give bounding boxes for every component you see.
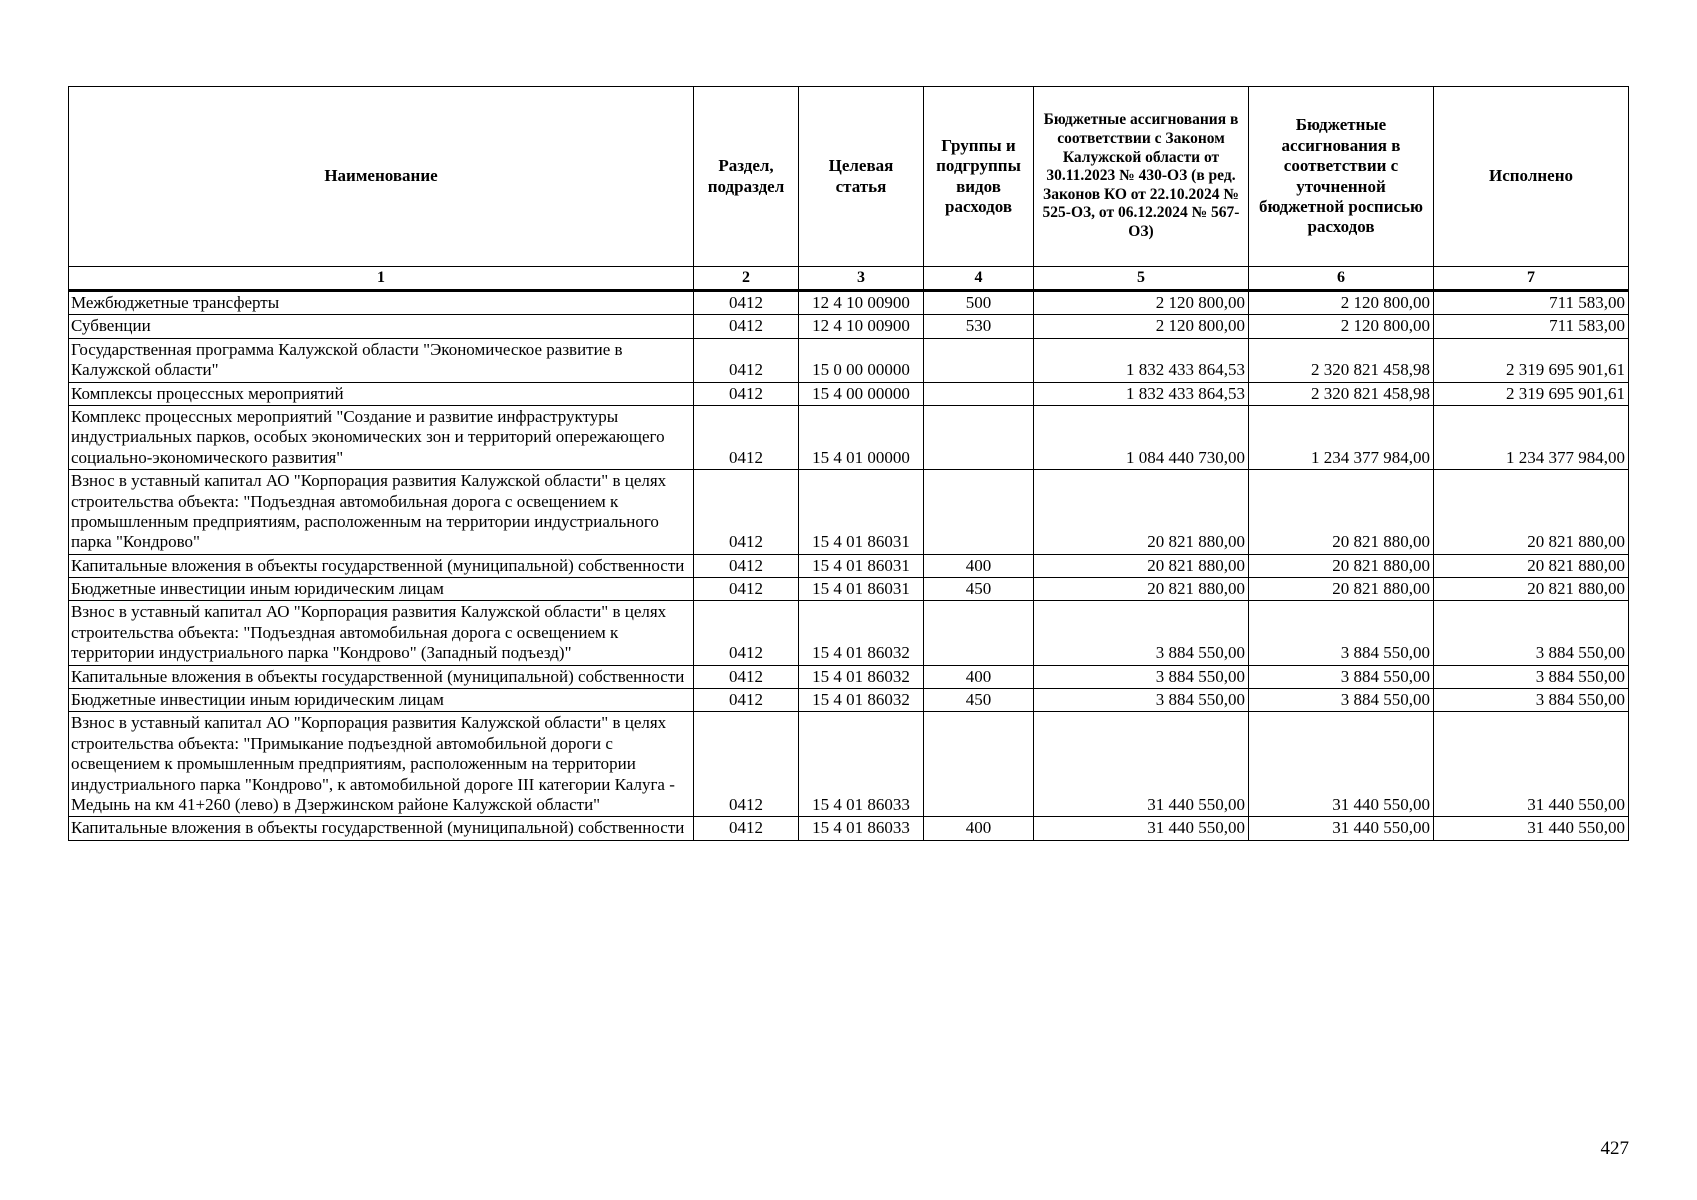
table-header bbox=[69, 87, 1629, 291]
cell-executed-amount: 711 583,00 bbox=[1434, 315, 1629, 338]
cell-law-amount: 2 120 800,00 bbox=[1034, 291, 1249, 315]
cell-law-amount: 3 884 550,00 bbox=[1034, 665, 1249, 688]
cell-name: Капитальные вложения в объекты государственной (муниципальной) собственности bbox=[69, 665, 694, 688]
cell-section: 0412 bbox=[694, 712, 799, 817]
cell-section: 0412 bbox=[694, 470, 799, 555]
cell-name: Взнос в уставный капитал АО "Корпорация развития Калужской области" в целях строительства объекта: "Подъездная автомобильная дорога с освещением к промышленным предприятиям, расположенным на территории индустриального парка "Кондрово" bbox=[69, 470, 694, 555]
cell-refined-amount: 20 821 880,00 bbox=[1249, 578, 1434, 601]
column-number: 2 bbox=[694, 267, 799, 291]
table-row bbox=[69, 554, 1629, 577]
cell-group: 500 bbox=[924, 291, 1034, 315]
cell-article: 15 4 01 86032 bbox=[799, 601, 924, 665]
cell-refined-amount: 3 884 550,00 bbox=[1249, 601, 1434, 665]
cell-executed-amount: 1 234 377 984,00 bbox=[1434, 405, 1629, 469]
cell-article: 15 4 01 00000 bbox=[799, 405, 924, 469]
cell-refined-amount: 1 234 377 984,00 bbox=[1249, 405, 1434, 469]
cell-refined-amount: 3 884 550,00 bbox=[1249, 665, 1434, 688]
header-executed: Исполнено bbox=[1434, 87, 1629, 267]
cell-executed-amount: 3 884 550,00 bbox=[1434, 665, 1629, 688]
column-number: 5 bbox=[1034, 267, 1249, 291]
cell-executed-amount: 20 821 880,00 bbox=[1434, 554, 1629, 577]
cell-section: 0412 bbox=[694, 382, 799, 405]
budget-execution-table bbox=[68, 86, 1629, 841]
cell-name: Бюджетные инвестиции иным юридическим лицам bbox=[69, 578, 694, 601]
column-number: 4 bbox=[924, 267, 1034, 291]
cell-refined-amount: 31 440 550,00 bbox=[1249, 817, 1434, 840]
table-row bbox=[69, 382, 1629, 405]
cell-law-amount: 3 884 550,00 bbox=[1034, 689, 1249, 712]
cell-section: 0412 bbox=[694, 601, 799, 665]
cell-group bbox=[924, 382, 1034, 405]
table-row bbox=[69, 315, 1629, 338]
cell-law-amount: 2 120 800,00 bbox=[1034, 315, 1249, 338]
cell-law-amount: 20 821 880,00 bbox=[1034, 578, 1249, 601]
column-number: 1 bbox=[69, 267, 694, 291]
cell-name: Взнос в уставный капитал АО "Корпорация развития Калужской области" в целях строительства объекта: "Примыкание подъездной автомобильной дороги с освещением к промышленным предприятиям, расположенным на территории индустриального парка "Кондрово", к автомобильной дороге III категории Калуга - Медынь на км 41+260 (лево) в Дзержинском районе Калужской области" bbox=[69, 712, 694, 817]
cell-law-amount: 1 832 433 864,53 bbox=[1034, 382, 1249, 405]
cell-section: 0412 bbox=[694, 817, 799, 840]
cell-refined-amount: 31 440 550,00 bbox=[1249, 712, 1434, 817]
cell-executed-amount: 711 583,00 bbox=[1434, 291, 1629, 315]
cell-law-amount: 3 884 550,00 bbox=[1034, 601, 1249, 665]
cell-section: 0412 bbox=[694, 405, 799, 469]
table-row bbox=[69, 470, 1629, 555]
cell-name: Бюджетные инвестиции иным юридическим лицам bbox=[69, 689, 694, 712]
cell-refined-amount: 2 120 800,00 bbox=[1249, 315, 1434, 338]
cell-refined-amount: 2 320 821 458,98 bbox=[1249, 338, 1434, 382]
cell-article: 15 4 01 86032 bbox=[799, 689, 924, 712]
cell-section: 0412 bbox=[694, 315, 799, 338]
cell-group bbox=[924, 470, 1034, 555]
cell-name: Комплексы процессных мероприятий bbox=[69, 382, 694, 405]
cell-refined-amount: 2 320 821 458,98 bbox=[1249, 382, 1434, 405]
cell-section: 0412 bbox=[694, 665, 799, 688]
cell-name: Комплекс процессных мероприятий "Создание и развитие инфраструктуры индустриальных парков, особых экономических зон и территорий опережающего социально-экономического развития" bbox=[69, 405, 694, 469]
cell-executed-amount: 2 319 695 901,61 bbox=[1434, 382, 1629, 405]
cell-group: 530 bbox=[924, 315, 1034, 338]
header-article: Целевая статья bbox=[799, 87, 924, 267]
cell-name: Субвенции bbox=[69, 315, 694, 338]
cell-executed-amount: 3 884 550,00 bbox=[1434, 689, 1629, 712]
header-name: Наименование bbox=[69, 87, 694, 267]
cell-article: 15 4 01 86031 bbox=[799, 470, 924, 555]
header-refined-assignments: Бюджетные ассигнования в соответствии с уточненной бюджетной росписью расходов bbox=[1249, 87, 1434, 267]
cell-refined-amount: 20 821 880,00 bbox=[1249, 554, 1434, 577]
cell-executed-amount: 2 319 695 901,61 bbox=[1434, 338, 1629, 382]
cell-article: 15 4 00 00000 bbox=[799, 382, 924, 405]
cell-section: 0412 bbox=[694, 689, 799, 712]
cell-section: 0412 bbox=[694, 291, 799, 315]
cell-name: Межбюджетные трансферты bbox=[69, 291, 694, 315]
cell-article: 15 4 01 86032 bbox=[799, 665, 924, 688]
cell-article: 15 4 01 86031 bbox=[799, 554, 924, 577]
cell-law-amount: 20 821 880,00 bbox=[1034, 470, 1249, 555]
cell-article: 15 0 00 00000 bbox=[799, 338, 924, 382]
column-number-row bbox=[69, 267, 1629, 291]
cell-law-amount: 1 832 433 864,53 bbox=[1034, 338, 1249, 382]
cell-executed-amount: 20 821 880,00 bbox=[1434, 470, 1629, 555]
table-body bbox=[69, 291, 1629, 841]
table-row bbox=[69, 665, 1629, 688]
cell-section: 0412 bbox=[694, 554, 799, 577]
cell-executed-amount: 20 821 880,00 bbox=[1434, 578, 1629, 601]
cell-section: 0412 bbox=[694, 338, 799, 382]
cell-law-amount: 20 821 880,00 bbox=[1034, 554, 1249, 577]
cell-section: 0412 bbox=[694, 578, 799, 601]
table-row bbox=[69, 712, 1629, 817]
table-row bbox=[69, 338, 1629, 382]
cell-group: 400 bbox=[924, 665, 1034, 688]
cell-group bbox=[924, 405, 1034, 469]
cell-law-amount: 31 440 550,00 bbox=[1034, 712, 1249, 817]
header-groups: Группы и подгруппы видов расходов bbox=[924, 87, 1034, 267]
column-number: 6 bbox=[1249, 267, 1434, 291]
table-row bbox=[69, 578, 1629, 601]
cell-group bbox=[924, 338, 1034, 382]
cell-article: 12 4 10 00900 bbox=[799, 315, 924, 338]
cell-name: Взнос в уставный капитал АО "Корпорация развития Калужской области" в целях строительства объекта: "Подъездная автомобильная дорога с освещением к территории индустриального парка "Кондрово" (Западный подъезд)" bbox=[69, 601, 694, 665]
cell-group bbox=[924, 712, 1034, 817]
cell-article: 15 4 01 86031 bbox=[799, 578, 924, 601]
header-row bbox=[69, 87, 1629, 267]
cell-refined-amount: 2 120 800,00 bbox=[1249, 291, 1434, 315]
cell-group: 450 bbox=[924, 689, 1034, 712]
cell-name: Капитальные вложения в объекты государственной (муниципальной) собственности bbox=[69, 817, 694, 840]
cell-law-amount: 31 440 550,00 bbox=[1034, 817, 1249, 840]
table-row bbox=[69, 689, 1629, 712]
cell-executed-amount: 31 440 550,00 bbox=[1434, 712, 1629, 817]
cell-executed-amount: 3 884 550,00 bbox=[1434, 601, 1629, 665]
cell-group: 400 bbox=[924, 817, 1034, 840]
cell-group bbox=[924, 601, 1034, 665]
cell-article: 15 4 01 86033 bbox=[799, 817, 924, 840]
table-row bbox=[69, 291, 1629, 315]
cell-group: 400 bbox=[924, 554, 1034, 577]
table-row bbox=[69, 601, 1629, 665]
column-number: 7 bbox=[1434, 267, 1629, 291]
table-row bbox=[69, 817, 1629, 840]
cell-refined-amount: 20 821 880,00 bbox=[1249, 470, 1434, 555]
cell-refined-amount: 3 884 550,00 bbox=[1249, 689, 1434, 712]
cell-law-amount: 1 084 440 730,00 bbox=[1034, 405, 1249, 469]
page-number: 427 bbox=[1600, 1138, 1629, 1159]
cell-group: 450 bbox=[924, 578, 1034, 601]
cell-article: 12 4 10 00900 bbox=[799, 291, 924, 315]
cell-name: Капитальные вложения в объекты государственной (муниципальной) собственности bbox=[69, 554, 694, 577]
header-section: Раздел, подраздел bbox=[694, 87, 799, 267]
header-law-assignments: Бюджетные ассигнования в соответствии с Законом Калужской области от 30.11.2023 № 430-ОЗ (в ред. Законов КО от 22.10.2024 № 525-ОЗ, от 06.12.2024 № 567-ОЗ) bbox=[1034, 87, 1249, 267]
cell-article: 15 4 01 86033 bbox=[799, 712, 924, 817]
cell-name: Государственная программа Калужской области "Экономическое развитие в Калужской области" bbox=[69, 338, 694, 382]
table-row bbox=[69, 405, 1629, 469]
column-number: 3 bbox=[799, 267, 924, 291]
cell-executed-amount: 31 440 550,00 bbox=[1434, 817, 1629, 840]
